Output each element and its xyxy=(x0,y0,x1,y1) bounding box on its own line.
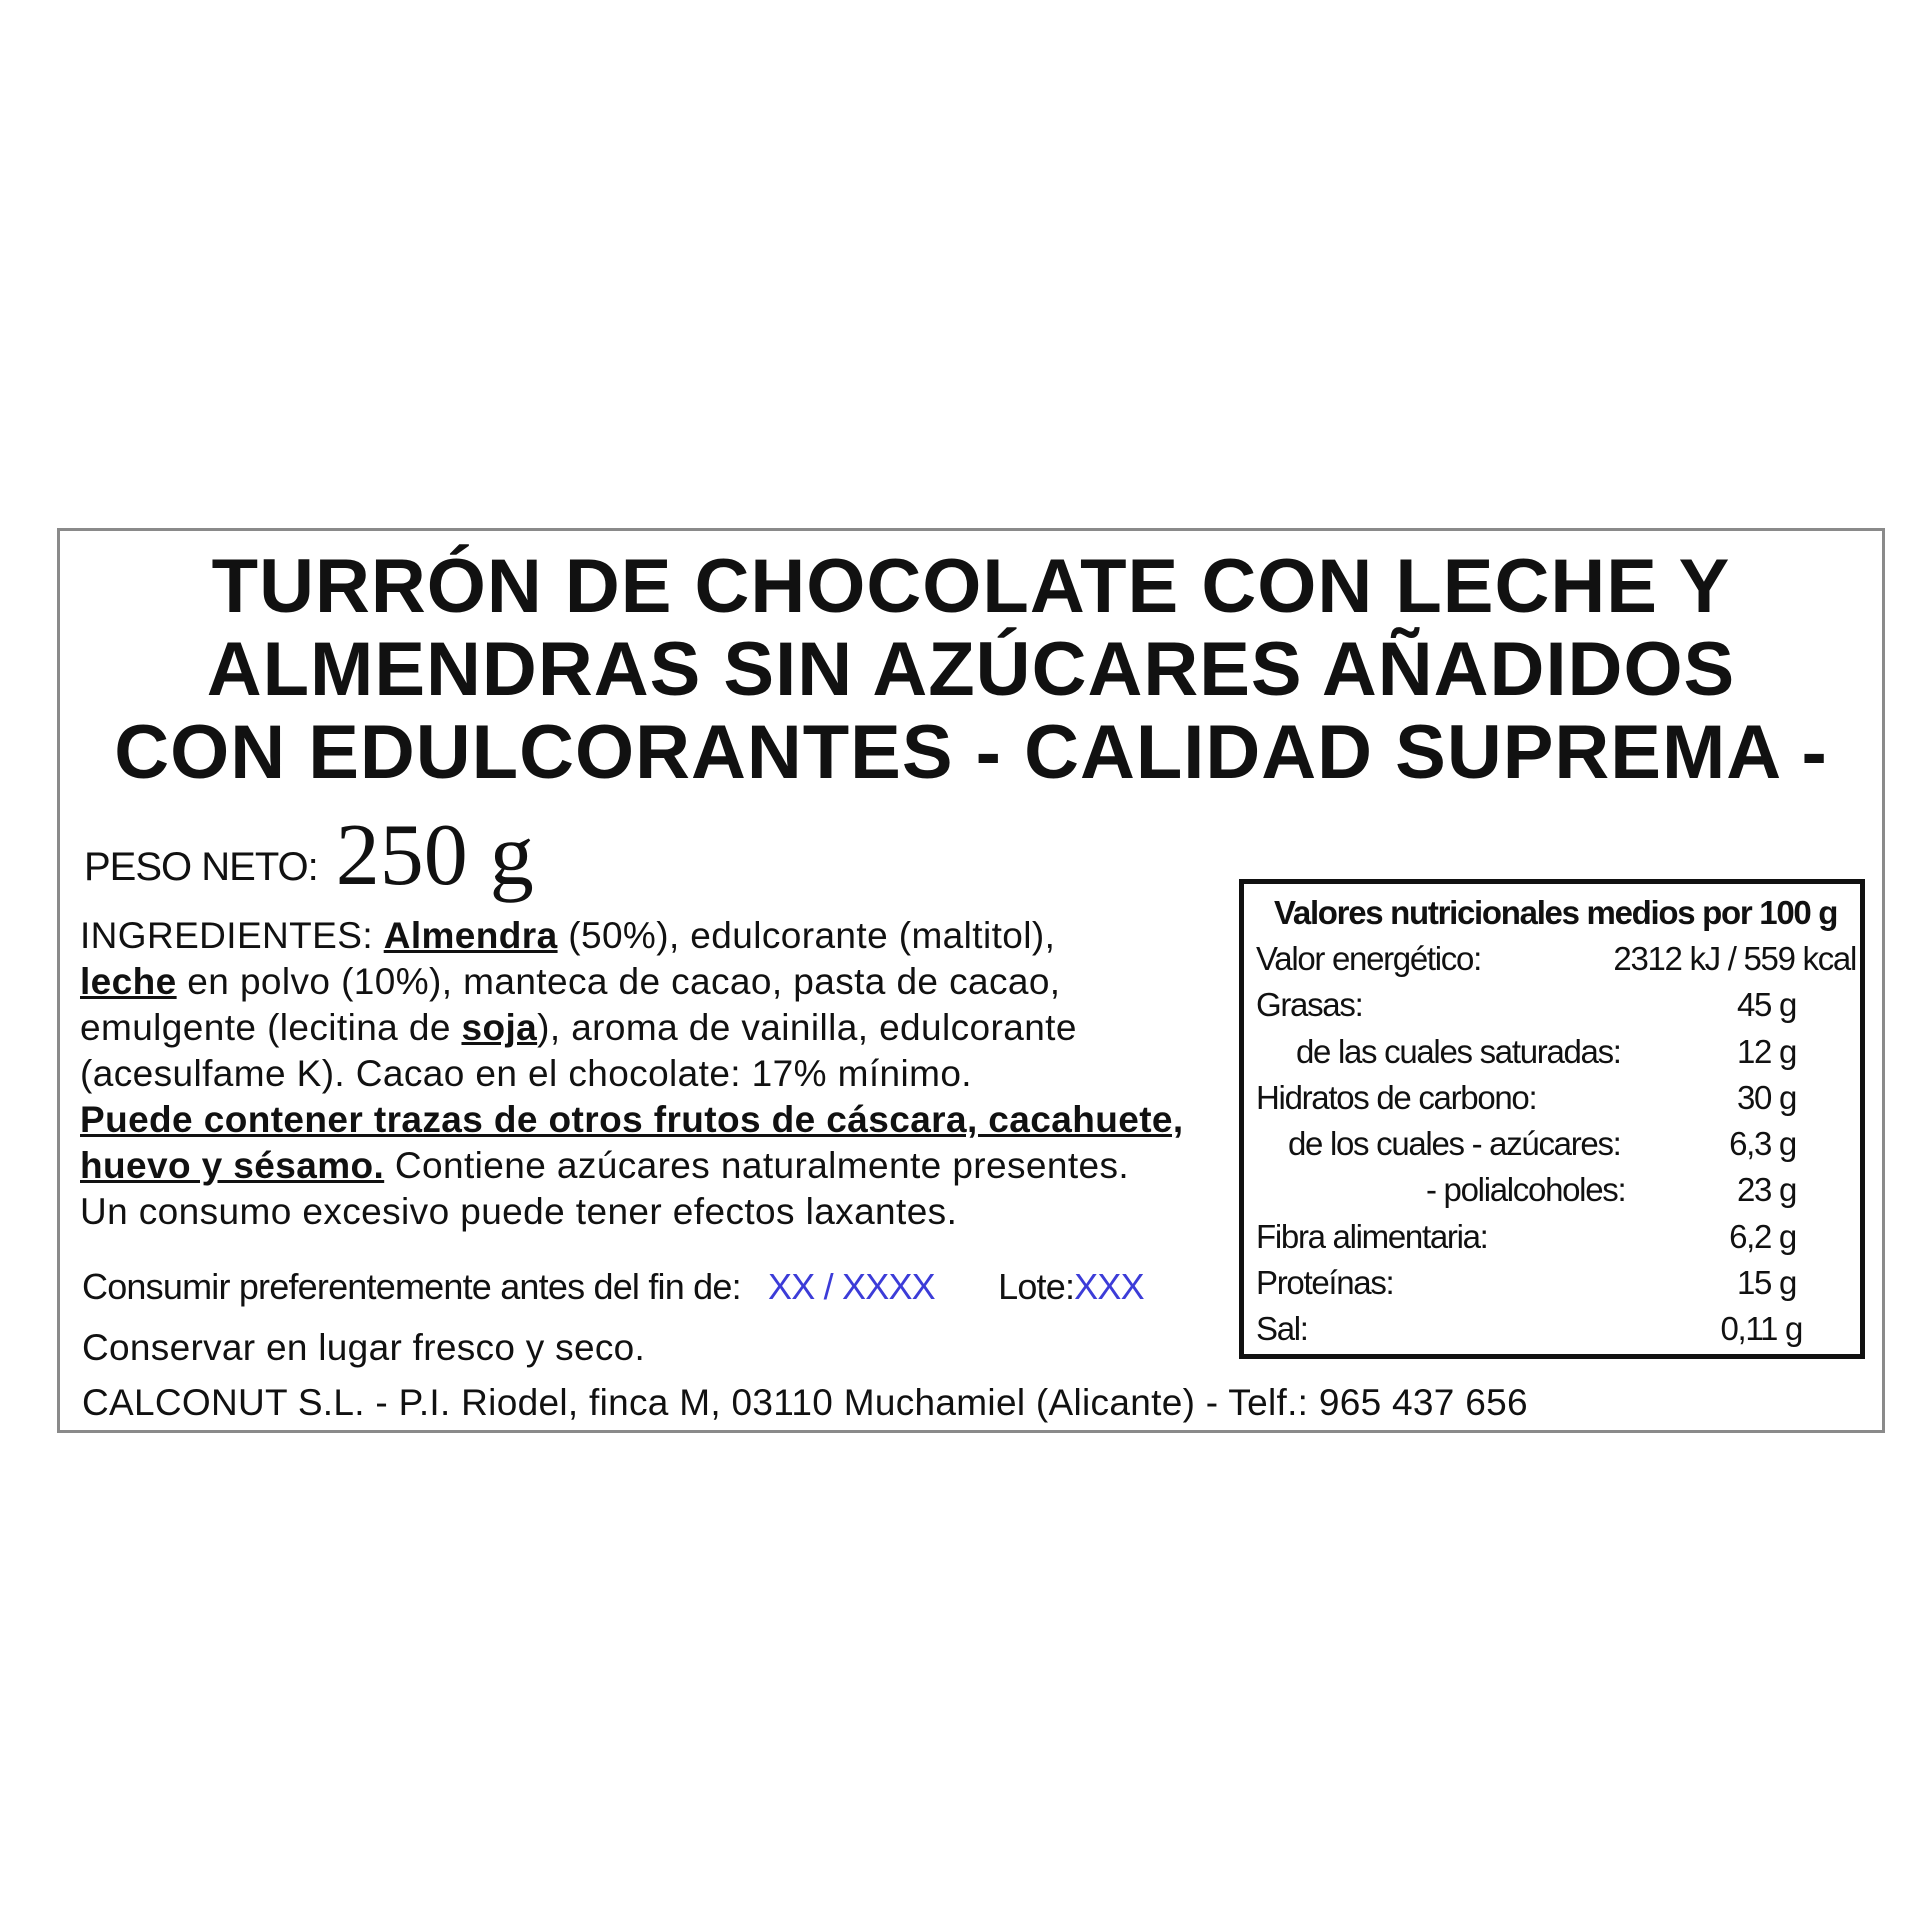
nutrient-value: 0,11 g xyxy=(1720,1310,1802,1347)
nutrition-row xyxy=(1256,986,1796,1032)
ingredients-line xyxy=(80,959,1260,1005)
best-before-value: XX / XXXX xyxy=(768,1266,935,1307)
nutrient-value: 6,3 g xyxy=(1729,1125,1796,1162)
net-weight-label: PESO NETO: xyxy=(84,845,318,889)
traces-warning-end: huevo y sésamo. xyxy=(80,1145,385,1186)
nutrition-row xyxy=(1256,1310,1802,1356)
nutrient-name: Proteínas: xyxy=(1256,1264,1394,1301)
best-before-label: Consumir preferentemente antes del fin de: xyxy=(82,1266,741,1307)
sugars-note: Contiene azúcares naturalmente presentes. xyxy=(384,1145,1130,1186)
nutrition-row xyxy=(1256,1218,1796,1264)
product-label xyxy=(57,528,1885,1433)
laxative-warning: Un consumo excesivo puede tener efectos laxantes. xyxy=(80,1191,958,1232)
lot-label: Lote: xyxy=(998,1266,1075,1307)
nutrient-value: 30 g xyxy=(1736,1079,1796,1116)
ingredients-heading: INGREDIENTES: xyxy=(80,915,384,956)
nutrition-row xyxy=(1256,1264,1796,1310)
nutrient-name: - polialcoholes: xyxy=(1426,1171,1626,1208)
best-before-line xyxy=(82,1266,1144,1308)
nutrition-table xyxy=(1239,879,1865,1359)
traces-warning: Puede contener trazas de otros frutos de cáscara, cacahuete, xyxy=(80,1099,1184,1140)
nutrient-name: Sal: xyxy=(1256,1310,1308,1347)
lot-value: XXX xyxy=(1074,1266,1144,1307)
storage-instructions: Conservar en lugar fresco y seco. xyxy=(82,1327,646,1368)
ingredients-text: emulgente (lecitina de xyxy=(80,1007,462,1048)
nutrient-value: 12 g xyxy=(1736,1033,1796,1070)
nutrient-name: Valor energético: xyxy=(1256,940,1481,977)
allergen-almendra: Almendra xyxy=(383,915,558,956)
allergen-leche: leche xyxy=(80,961,177,1002)
nutrition-row xyxy=(1256,1079,1796,1125)
nutrition-header: Valores nutricionales medios por 100 g xyxy=(1274,894,1838,931)
ingredients-line: (acesulfame K). Cacao en el chocolate: 17% mínimo. xyxy=(80,1053,972,1094)
nutrition-row xyxy=(1256,940,1856,986)
nutrient-name: Hidratos de carbono: xyxy=(1256,1079,1537,1116)
nutrient-name: de los cuales - azúcares: xyxy=(1288,1125,1621,1162)
nutrient-value: 6,2 g xyxy=(1729,1218,1796,1255)
ingredients-text: ), aroma de vainilla, edulcorante xyxy=(537,1007,1077,1048)
nutrition-row xyxy=(1256,1125,1796,1171)
ingredients-text: (50%), edulcorante (maltitol), xyxy=(557,915,1056,956)
allergen-soja: soja xyxy=(461,1007,538,1048)
nutrient-value: 2312 kJ / 559 kcal xyxy=(1613,940,1856,977)
nutrient-name: de las cuales saturadas: xyxy=(1296,1033,1621,1070)
title-line-3: CON EDULCORANTES - CALIDAD SUPREMA - xyxy=(114,710,1828,795)
ingredients-block xyxy=(80,913,1260,1235)
net-weight xyxy=(84,801,534,902)
nutrient-name: Fibra alimentaria: xyxy=(1256,1218,1488,1255)
title-line-1: TURRÓN DE CHOCOLATE CON LECHE Y xyxy=(211,544,1731,629)
product-title xyxy=(60,545,1882,794)
net-weight-value: 250 g xyxy=(335,807,534,904)
nutrient-value: 45 g xyxy=(1736,986,1796,1023)
ingredients-line xyxy=(80,913,1260,959)
nutrition-row xyxy=(1256,1171,1796,1217)
nutrient-name: Grasas: xyxy=(1256,986,1363,1023)
nutrition-row xyxy=(1256,1033,1796,1079)
title-line-2: ALMENDRAS SIN AZÚCARES AÑADIDOS xyxy=(206,627,1736,712)
nutrient-value: 15 g xyxy=(1736,1264,1796,1301)
ingredients-text: en polvo (10%), manteca de cacao, pasta de cacao, xyxy=(176,961,1061,1002)
company-info: CALCONUT S.L. - P.I. Riodel, finca M, 03110 Muchamiel (Alicante) - Telf.: 965 437 656 xyxy=(82,1382,1528,1423)
nutrient-value: 23 g xyxy=(1736,1171,1796,1208)
ingredients-line xyxy=(80,1143,1260,1189)
ingredients-line xyxy=(80,1005,1260,1051)
